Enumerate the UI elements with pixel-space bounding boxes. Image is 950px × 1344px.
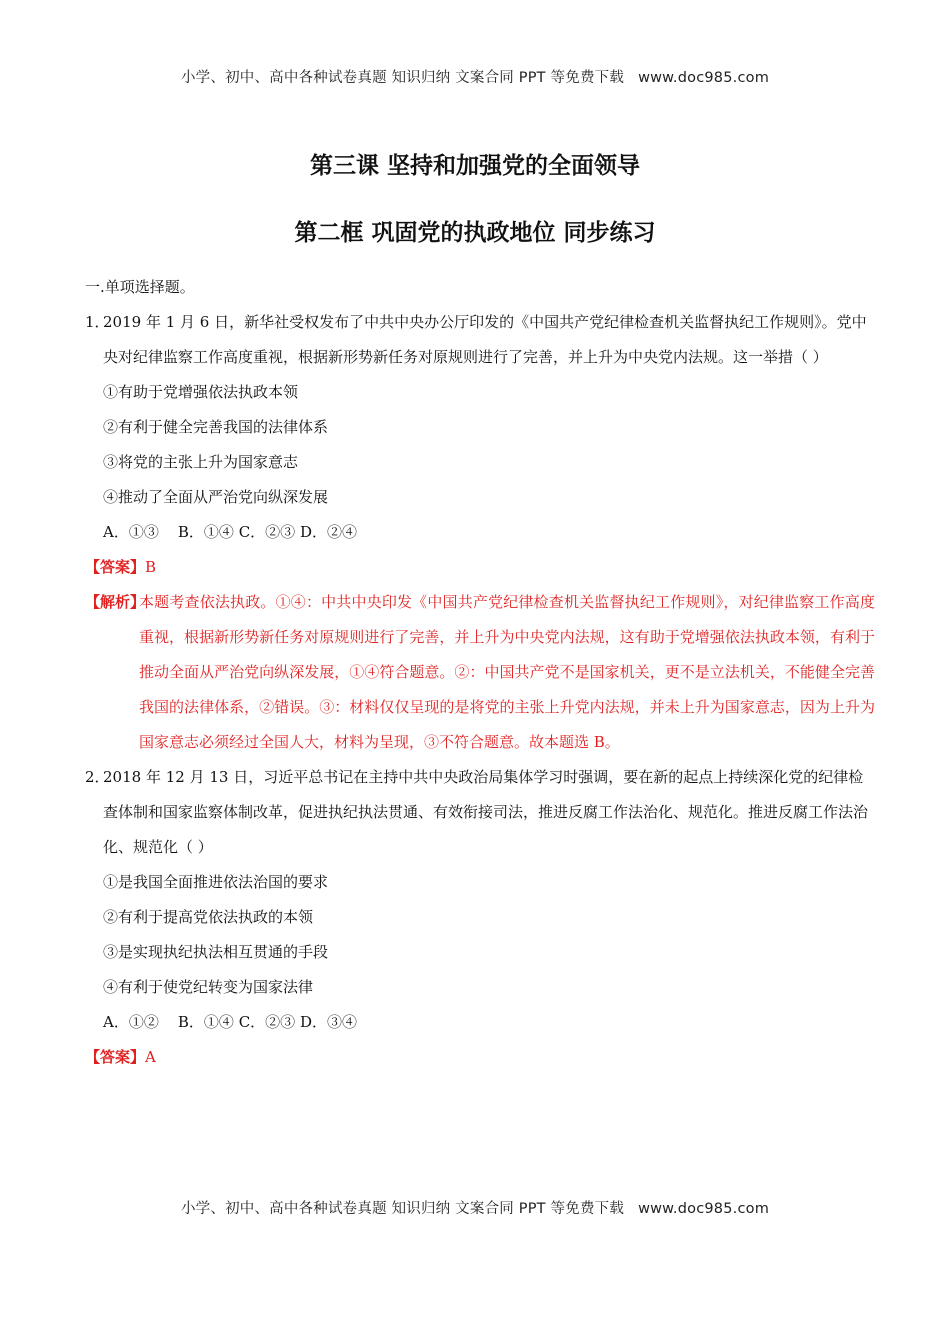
question-1: [85, 305, 875, 760]
lesson-title: 第三课 坚持和加强党的全面领导: [309, 153, 640, 179]
answer-options: A．①② B．①④ C．②③ D．③④: [103, 1013, 357, 1031]
document-body: [85, 270, 875, 1075]
statement-item: ④推动了全面从严治党向纵深发展: [103, 488, 329, 506]
analysis-text: 本题考查依法执政。①④：中共中央印发《中国共产党纪律检查机关监督执纪工作规则》，对纪律监察工作高度重视，根据新形势新任务对原规则进行了完善，并上升为中央党内法规，这有助于党增强依法执政本领，有利于推动全面从严治党向纵深发展，①④符合题意。②：中国共产党不是国家机关，更不是立法机关，不能健全完善我国的法律体系，②错误。③：材料仅仅呈现的是将党的主张上升党内法规，并未上升为国家意志，因为上升为国家意志必须经过全国人大，材料为呈现，③不符合题意。故本题选 B。: [139, 593, 875, 751]
statement-item: ③将党的主张上升为国家意志: [103, 453, 299, 471]
statement-item: ④有利于使党纪转变为国家法律: [103, 978, 314, 996]
question-stem: 2019 年 1 月 6 日，新华社受权发布了中共中央办公厅印发的《中国共产党纪律检查机关监督执纪工作规则》。党中央对纪律监察工作高度重视，根据新形势新任务对原规则进行了完善，并上升为中央党内法规。这一举措（ ）: [103, 313, 867, 366]
answer-value: A: [145, 1048, 156, 1066]
footer-text: 小学、初中、高中各种试卷真题 知识归纳 文案合同 PPT 等免费下载: [180, 1201, 625, 1217]
analysis-block: [85, 585, 875, 760]
statement-item: ②有利于健全完善我国的法律体系: [103, 418, 329, 436]
page-footer: [0, 1197, 950, 1218]
question-number: 1．: [85, 313, 110, 331]
question-number: 2．: [85, 768, 110, 786]
statement-item: ②有利于提高党依法执政的本领: [103, 908, 314, 926]
answer-options: A．①③ B．①④ C．②③ D．②④: [103, 523, 357, 541]
analysis-label: 【解析】: [85, 593, 146, 611]
section-title: 第二框 巩固党的执政地位 同步练习: [294, 220, 656, 246]
header-text: 小学、初中、高中各种试卷真题 知识归纳 文案合同 PPT 等免费下载: [180, 70, 625, 86]
page-header: [0, 66, 950, 87]
section-heading: 一.单项选择题。: [85, 278, 195, 296]
statement-item: ①有助于党增强依法执政本领: [103, 383, 299, 401]
header-url[interactable]: www.doc985.com: [638, 70, 770, 86]
answer-label: 【答案】: [85, 1048, 146, 1066]
answer-label: 【答案】: [85, 558, 146, 576]
footer-url[interactable]: www.doc985.com: [638, 1201, 770, 1217]
answer-line: [85, 550, 875, 585]
statement-item: ①是我国全面推进依法治国的要求: [103, 873, 329, 891]
question-stem: 2018 年 12 月 13 日，习近平总书记在主持中共中央政治局集体学习时强调，要在新的起点上持续深化党的纪律检查体制和国家监察体制改革，促进执纪执法贯通、有效衔接司法，推进反腐工作法治化、规范化。推进反腐工作法治化、规范化（ ）: [103, 768, 869, 856]
question-2: [85, 760, 875, 1075]
answer-line: [85, 1040, 875, 1075]
answer-value: B: [145, 558, 157, 576]
statement-item: ③是实现执纪执法相互贯通的手段: [103, 943, 329, 961]
